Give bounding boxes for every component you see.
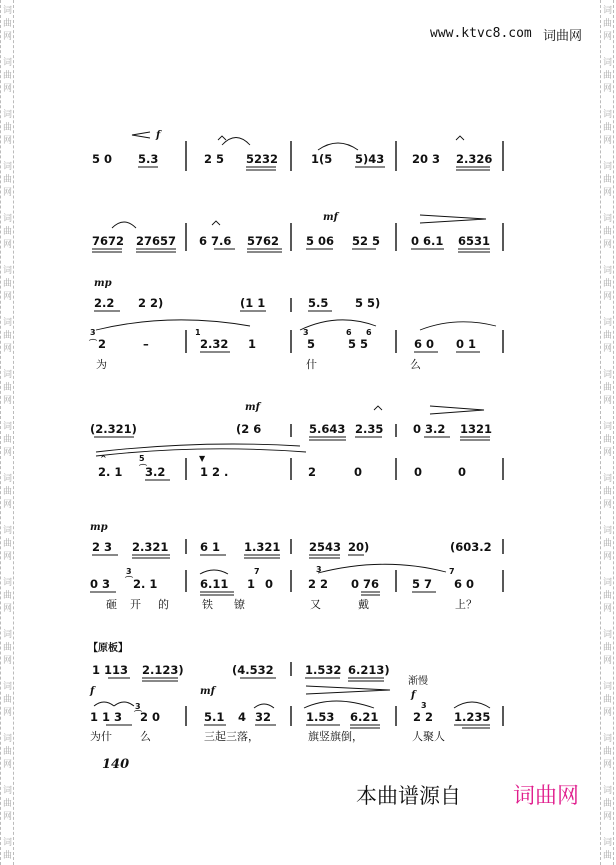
dynamic-mp: mp [90,522,108,533]
watermark-glyph: 网 [2,292,12,302]
watermark-glyph: 词 [2,474,12,484]
note-group: 2 2) [138,296,164,310]
watermark-glyph: 网 [2,500,12,510]
watermark-glyph: 词 [2,6,12,16]
note-group: 6 1 [200,540,221,554]
watermark-glyph: 词 [602,214,612,224]
grace-note: 3 [126,567,132,576]
note-group: 2543 [309,540,342,554]
note-group: 0 3.2 [413,422,446,436]
watermark-glyph: 网 [2,84,12,94]
note-group: 2.123) [142,663,184,677]
note-group: 5762 [247,234,280,248]
watermark-glyph: 曲 [2,799,12,809]
watermark-glyph: 网 [602,604,612,614]
note-group: 5)43 [355,152,385,166]
watermark-glyph: 词 [602,838,612,848]
watermark-glyph: 词 [602,474,612,484]
note-group: 2.35 [355,422,384,436]
watermark-glyph: 曲 [602,383,612,393]
grace-note: 3 [421,701,427,710]
note-group: 1 2 . [200,465,229,479]
watermark-glyph: 网 [602,84,612,94]
row-1 [92,130,492,170]
watermark-glyph: 网 [2,188,12,198]
note-group: (1 1 [240,296,266,310]
note-group: 52 5 [352,234,381,248]
watermark-glyph: 曲 [2,71,12,81]
watermark-glyph: 词 [602,526,612,536]
note-group: (4.532 [232,663,274,677]
watermark-glyph: 网 [2,760,12,770]
watermark-glyph: 曲 [2,487,12,497]
site-name[interactable]: 词曲网 [543,29,583,44]
grace-note: 3 [303,328,309,337]
watermark-glyph: 网 [602,240,612,250]
note-group: (2.321) [90,422,137,436]
note-group: 6 0 [414,337,435,351]
watermark-glyph: 词 [2,370,12,380]
grace-note: 3 [316,565,322,574]
note-group: 0 [458,465,467,479]
watermark-glyph: 曲 [602,227,612,237]
watermark-glyph: 曲 [2,695,12,705]
note-group: 5.5 [308,296,329,310]
watermark-glyph: 网 [602,812,612,822]
watermark-glyph: 词 [2,838,12,848]
note-group: 2. 1 [98,465,123,479]
note-group: 3.2 [145,465,166,479]
watermark-glyph: 词 [602,682,612,692]
watermark-glyph: 词 [602,6,612,16]
note-group: 2 2 [413,710,434,724]
note-group: 4 [238,710,247,724]
watermark-glyph: 词 [2,110,12,120]
dynamic-mf: mf [245,402,260,413]
note-group: 2.326 [456,152,493,166]
note-group: 1.235 [454,710,491,724]
note-group: 2 5 [204,152,225,166]
watermark-glyph: 词 [602,58,612,68]
watermark-glyph: 曲 [602,799,612,809]
watermark-glyph: 网 [602,136,612,146]
watermark-glyph: 词 [602,370,612,380]
note-group: 0 [265,577,274,591]
watermark-glyph: 曲 [602,747,612,757]
footer-source-text: 本曲谱源自 [356,784,461,808]
watermark-glyph: 词 [2,734,12,744]
note-group: 6.213) [348,663,390,677]
note-group: 2. 1 [133,577,158,591]
note-group: 1 1 3 [90,710,123,724]
note-group: 0 1 [456,337,477,351]
watermark-glyph: 网 [2,656,12,666]
watermark-glyph: 曲 [602,279,612,289]
watermark-glyph: 网 [2,240,12,250]
row-3 [88,278,496,371]
watermark-glyph: 网 [2,344,12,354]
note-group: 6.11 [200,577,229,591]
note-group: 1.321 [244,540,281,554]
watermark-glyph: 曲 [2,643,12,653]
watermark-glyph: 词 [2,422,12,432]
lyric: 又 [310,598,321,611]
watermark-glyph: 网 [2,136,12,146]
watermark-glyph: 词 [2,162,12,172]
watermark-glyph: 曲 [2,851,12,861]
note-group: 2 [308,465,317,479]
note-group: 2 0 [140,710,161,724]
watermark-glyph: 曲 [2,19,12,29]
watermark-glyph: 网 [602,708,612,718]
watermark-glyph: 网 [2,552,12,562]
watermark-glyph: 网 [602,656,612,666]
watermark-glyph: 网 [602,760,612,770]
note-group: – [143,337,149,351]
watermark-glyph: 曲 [2,279,12,289]
watermark-glyph: 曲 [2,383,12,393]
watermark-glyph: 词 [2,266,12,276]
note-group: 6.21 [350,710,379,724]
note-group: 2.2 [94,296,115,310]
note-group: 1.53 [306,710,335,724]
watermark-glyph: 曲 [602,487,612,497]
lyric: 旗竖旗倒， [308,730,363,743]
watermark-glyph: 词 [2,630,12,640]
watermark-glyph: 网 [2,812,12,822]
grace-mark: ▼ [199,454,206,463]
watermark-glyph: 词 [602,266,612,276]
watermark-glyph: 网 [602,292,612,302]
note-group: 5 5 [348,337,369,351]
note-group: 6 7.6 [199,234,232,248]
note-group: 5 0 [92,152,113,166]
grace-note: 1 [195,328,201,337]
watermark-glyph: 词 [2,786,12,796]
watermark-glyph: 词 [2,58,12,68]
grace-mark: ⌒ [125,576,133,585]
note-group: 20) [348,540,370,554]
dynamic-mf: mf [200,686,215,697]
lyric: 铁 [202,598,213,611]
lyric: 砸 [106,598,117,611]
watermark-glyph: 曲 [602,851,612,861]
watermark-glyph: 网 [602,500,612,510]
watermark-glyph: 曲 [602,71,612,81]
grace-mark: ^ [100,454,107,463]
lyric: 么 [140,730,151,743]
watermark-glyph: 网 [602,32,612,42]
watermark-glyph: 词 [602,162,612,172]
note-group: 0 6.1 [411,234,444,248]
note-group: 5 [307,337,316,351]
note-group: 1.532 [305,663,342,677]
watermark-glyph: 网 [602,396,612,406]
watermark-glyph: 曲 [602,331,612,341]
watermark-glyph: 网 [602,344,612,354]
watermark-glyph: 词 [2,214,12,224]
dynamic-mf: mf [323,212,338,223]
note-group: 5.1 [204,710,225,724]
lyric: 戴 [358,598,369,611]
watermark-glyph: 网 [2,396,12,406]
lyric: 三起三落， [204,730,259,743]
watermark-glyph: 曲 [602,123,612,133]
watermark-glyph: 网 [2,32,12,42]
watermark-glyph: 词 [602,786,612,796]
watermark-glyph: 曲 [2,227,12,237]
tempo-mark: 渐慢 [408,676,428,687]
site-url[interactable]: www.ktvc8.com [430,26,532,41]
watermark-glyph: 网 [2,448,12,458]
watermark-glyph: 词 [602,422,612,432]
watermark-glyph: 词 [602,578,612,588]
note-group: 5232 [246,152,279,166]
lyric: 的 [158,598,169,611]
watermark-glyph: 网 [602,552,612,562]
lyric: 么 [410,358,421,371]
lyric: 开 [130,598,141,611]
watermark-glyph: 曲 [602,695,612,705]
watermark-glyph: 曲 [2,539,12,549]
lyric: 为什 [90,730,112,743]
watermark-glyph: 曲 [2,747,12,757]
lyric: 上？ [455,598,477,611]
note-group: 2.321 [132,540,169,554]
grace-note: 5 [139,454,145,463]
watermark-glyph: 词 [602,630,612,640]
note-group: 27657 [136,234,177,248]
watermark-glyph: 曲 [2,123,12,133]
note-group: 2 [98,337,107,351]
dynamic-f: f [156,130,161,141]
note-group: 20 3 [412,152,441,166]
dynamic-f: f [411,690,416,701]
lyric: 为 [96,358,107,371]
watermark-glyph: 网 [602,448,612,458]
row-6 [88,641,490,743]
note-group: (2 6 [236,422,262,436]
note-group: 6 0 [454,577,475,591]
dynamic-mp: mp [94,278,112,289]
grace-note: 7 [449,567,455,576]
grace-mark: ⌒ [134,710,142,719]
watermark-glyph: 网 [2,604,12,614]
grace-mark: ⌒ [139,464,147,473]
note-group: 1321 [460,422,493,436]
note-group: 5.643 [309,422,346,436]
watermark-glyph: 词 [2,682,12,692]
note-group: 1 113 [92,663,129,677]
watermark-glyph: 曲 [2,591,12,601]
note-group: 0 3 [90,577,111,591]
lyric: 什 [306,358,317,371]
note-group: 5.3 [138,152,159,166]
page-number: 140 [102,757,130,772]
lyric: 人聚人 [412,730,445,743]
section-label: 【原板】 [88,643,128,654]
watermark-glyph: 曲 [2,331,12,341]
watermark-glyph: 网 [2,708,12,718]
row-5 [90,522,492,611]
grace-note: 3 [135,702,141,711]
watermark-glyph: 曲 [602,643,612,653]
watermark-glyph: 曲 [2,175,12,185]
note-group: 32 [255,710,272,724]
watermark-glyph: 词 [602,110,612,120]
watermark-glyph: 曲 [602,175,612,185]
note-group: 0 76 [351,577,380,591]
note-group: 0 [414,465,423,479]
note-group: (603.2 [450,540,492,554]
note-group: 1 [248,337,257,351]
note-group: 6531 [458,234,491,248]
grace-note: 6 [366,328,372,337]
watermark-glyph: 曲 [602,539,612,549]
grace-note: 3 [90,328,96,337]
grace-mark: ⌒ [89,339,97,348]
watermark-glyph: 词 [2,318,12,328]
watermark-glyph: 词 [602,734,612,744]
watermark-glyph: 词 [2,578,12,588]
note-group: 5 7 [412,577,433,591]
note-group: 2 3 [92,540,113,554]
watermark-glyph: 词 [602,318,612,328]
grace-note: 6 [346,328,352,337]
lyric: 镣 [234,598,245,611]
note-group: 5 5) [355,296,381,310]
note-group: 5 06 [306,234,335,248]
footer-brand-link[interactable]: 词曲网 [513,784,580,809]
note-group: 1(5 [311,152,333,166]
note-group: 7672 [92,234,125,248]
watermark-glyph: 曲 [602,591,612,601]
watermark-glyph: 网 [602,188,612,198]
watermark-glyph: 曲 [602,435,612,445]
dynamic-f: f [90,686,95,697]
note-group: 2.32 [200,337,229,351]
grace-note: 7 [254,567,260,576]
note-group: 0 [354,465,363,479]
watermark-glyph: 曲 [2,435,12,445]
note-group: 2 2 [308,577,329,591]
note-group: 1 [247,577,256,591]
watermark-glyph: 曲 [602,19,612,29]
watermark-glyph: 词 [2,526,12,536]
